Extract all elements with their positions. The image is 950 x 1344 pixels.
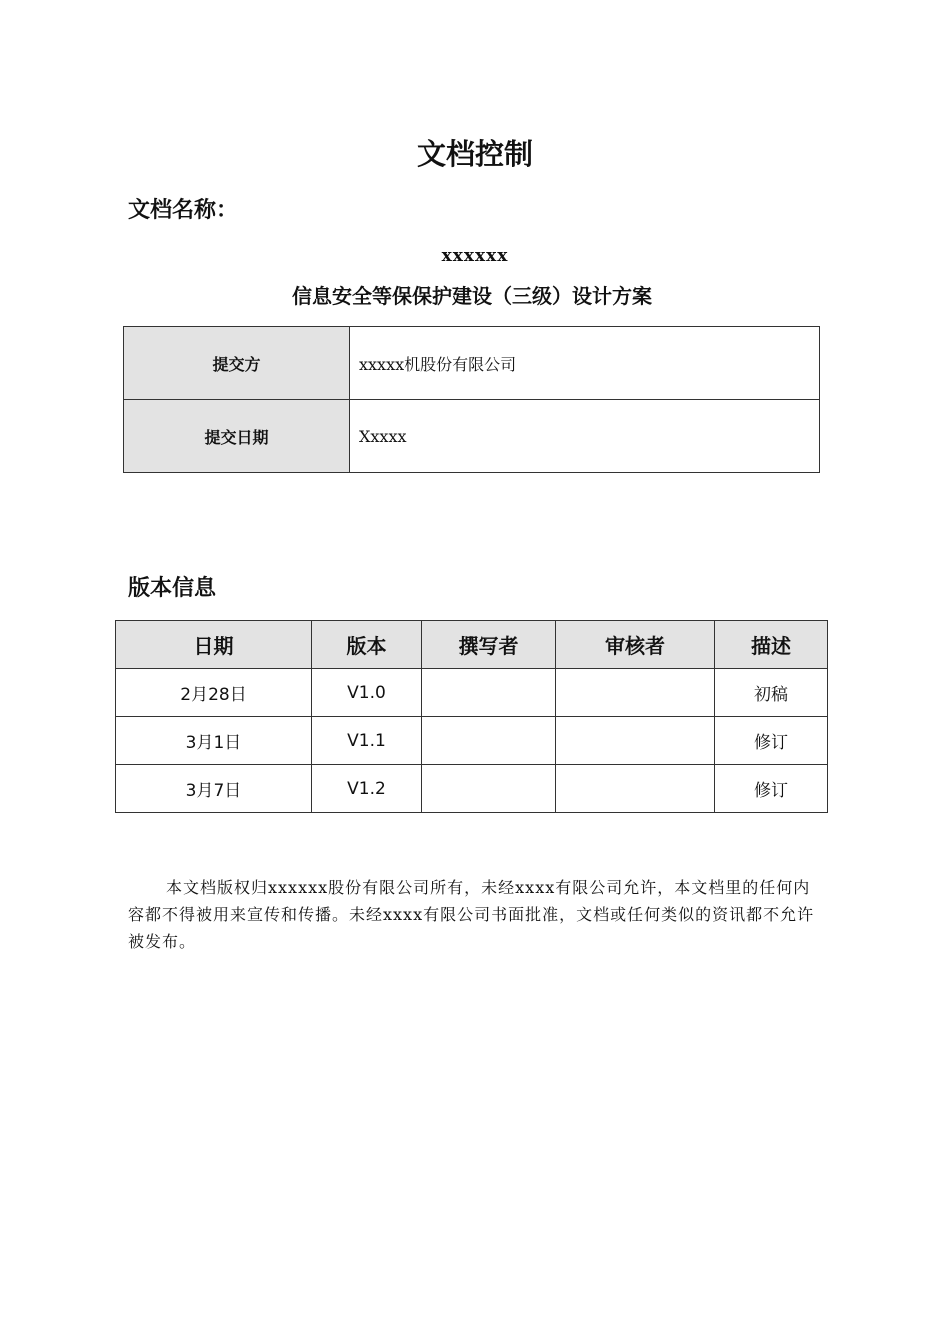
cell-description: 修订: [715, 765, 828, 813]
header-date: 日期: [116, 621, 312, 669]
submitter-value: xxxxx机股份有限公司: [350, 327, 820, 400]
submitter-label: 提交方: [124, 327, 350, 400]
cell-date: 3月1日: [116, 717, 312, 765]
document-name-label: 文档名称：: [128, 198, 239, 223]
cell-reviewer: [556, 717, 715, 765]
document-title-line1: xxxxxx: [441, 246, 509, 266]
version-table: [115, 620, 828, 813]
table-row: [124, 400, 820, 473]
table-row: [116, 717, 828, 765]
table-row: [116, 669, 828, 717]
table-row: [124, 327, 820, 400]
cell-version: V1.1: [312, 717, 422, 765]
version-section-label: 版本信息: [128, 576, 217, 601]
copyright-notice: 本文档版权归xxxxxx股份有限公司所有，未经xxxx有限公司允许，本文档里的任何内容都不得被用来宣传和传播。未经xxxx有限公司书面批准，文档或任何类似的资讯都不允许被发布。: [128, 878, 815, 951]
cell-version: V1.2: [312, 765, 422, 813]
page-title: 文档控制: [416, 137, 533, 171]
header-description: 描述: [715, 621, 828, 669]
cell-author: [422, 717, 556, 765]
header-reviewer: 审核者: [556, 621, 715, 669]
submission-table: [123, 326, 820, 473]
submit-date-value: Xxxxx: [350, 400, 820, 473]
cell-reviewer: [556, 669, 715, 717]
cell-author: [422, 669, 556, 717]
header-version: 版本: [312, 621, 422, 669]
header-author: 撰写者: [422, 621, 556, 669]
cell-date: 3月7日: [116, 765, 312, 813]
cell-version: V1.0: [312, 669, 422, 717]
cell-description: 初稿: [715, 669, 828, 717]
cell-description: 修订: [715, 717, 828, 765]
cell-date: 2月28日: [116, 669, 312, 717]
table-header-row: [116, 621, 828, 669]
table-row: [116, 765, 828, 813]
cell-reviewer: [556, 765, 715, 813]
cell-author: [422, 765, 556, 813]
submit-date-label: 提交日期: [124, 400, 350, 473]
document-title-line2: 信息安全等保保护建设（三级）设计方案: [292, 284, 652, 308]
